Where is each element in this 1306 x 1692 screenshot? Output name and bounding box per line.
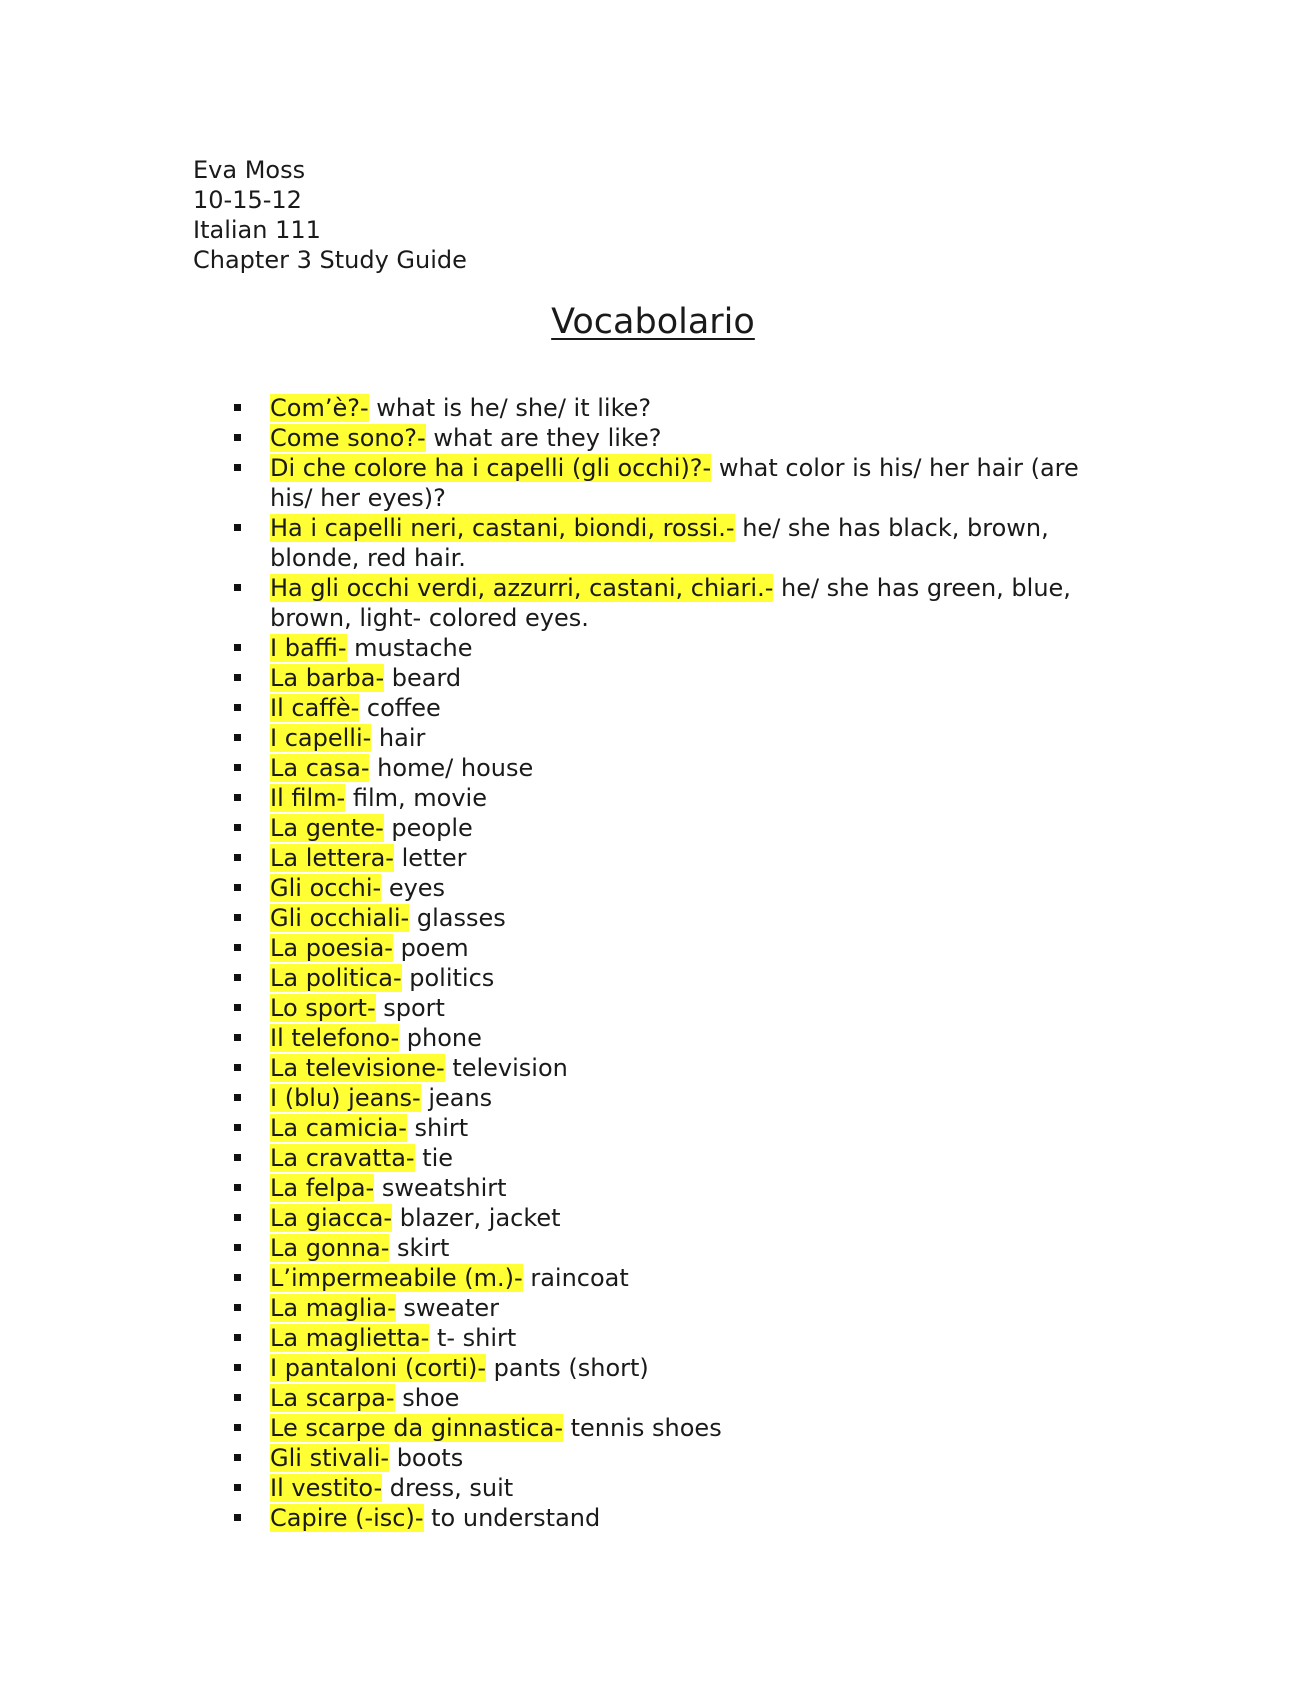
vocab-item: [228, 693, 1118, 723]
vocab-definition: what are they like?: [425, 424, 662, 452]
vocab-definition: tie: [414, 1144, 454, 1172]
square-bullet-icon: [234, 644, 241, 651]
square-bullet-icon: [234, 1064, 241, 1071]
vocab-definition: pants (short): [486, 1354, 649, 1382]
vocab-definition: to understand: [423, 1504, 601, 1532]
square-bullet-icon: [234, 1304, 241, 1311]
vocab-term: I capelli-: [270, 724, 372, 752]
vocab-item: [228, 453, 1118, 513]
vocab-item: [228, 963, 1118, 993]
square-bullet-icon: [234, 824, 241, 831]
vocab-item: [228, 1293, 1118, 1323]
vocab-term: La maglietta-: [270, 1324, 430, 1352]
vocab-item: [228, 1443, 1118, 1473]
vocab-item: [228, 843, 1118, 873]
assignment-title: Chapter 3 Study Guide: [193, 246, 467, 274]
square-bullet-icon: [234, 584, 241, 591]
square-bullet-icon: [234, 1244, 241, 1251]
vocab-term: Come sono?-: [270, 424, 426, 452]
square-bullet-icon: [234, 974, 241, 981]
vocab-item: [228, 723, 1118, 753]
vocab-definition: beard: [384, 664, 462, 692]
page-title: Vocabolario: [551, 302, 755, 342]
vocab-item: [228, 423, 1118, 453]
vocab-term: I pantaloni (corti)-: [270, 1354, 487, 1382]
square-bullet-icon: [234, 1154, 241, 1161]
vocab-item: [228, 663, 1118, 693]
vocab-definition: boots: [389, 1444, 464, 1472]
vocab-item: [228, 1053, 1118, 1083]
vocab-definition: film, movie: [345, 784, 487, 812]
square-bullet-icon: [234, 674, 241, 681]
vocab-term: Com’è?-: [270, 394, 369, 422]
course-name: Italian 111: [193, 216, 321, 244]
document-date: 10-15-12: [193, 186, 302, 214]
vocab-definition: hair: [371, 724, 426, 752]
vocab-definition: eyes: [381, 874, 446, 902]
vocab-definition: shoe: [394, 1384, 460, 1412]
vocab-item: [228, 1383, 1118, 1413]
square-bullet-icon: [234, 1484, 241, 1491]
vocabulary-list: [228, 393, 1118, 1533]
vocab-item: [228, 903, 1118, 933]
vocab-definition: jeans: [420, 1084, 493, 1112]
vocab-term: I baffi-: [270, 634, 347, 662]
vocab-term: Ha i capelli neri, castani, biondi, rossi.-: [270, 514, 735, 542]
vocab-item: [228, 1413, 1118, 1443]
vocab-definition: blazer, jacket: [392, 1204, 561, 1232]
vocab-term: La lettera-: [270, 844, 394, 872]
vocab-term: La felpa-: [270, 1174, 375, 1202]
square-bullet-icon: [234, 464, 241, 471]
student-name: Eva Moss: [193, 156, 306, 184]
square-bullet-icon: [234, 524, 241, 531]
square-bullet-icon: [234, 1034, 241, 1041]
vocab-term: La televisione-: [270, 1054, 445, 1082]
vocab-item: [228, 633, 1118, 663]
vocab-term: Il vestito-: [270, 1474, 383, 1502]
vocab-item: [228, 1143, 1118, 1173]
square-bullet-icon: [234, 1094, 241, 1101]
vocab-definition: skirt: [389, 1234, 450, 1262]
vocab-term: La poesia-: [270, 934, 393, 962]
vocab-definition: people: [383, 814, 473, 842]
vocab-item: [228, 813, 1118, 843]
square-bullet-icon: [234, 1394, 241, 1401]
square-bullet-icon: [234, 1004, 241, 1011]
vocab-term: I (blu) jeans-: [270, 1084, 421, 1112]
vocab-term: La giacca-: [270, 1204, 393, 1232]
square-bullet-icon: [234, 1214, 241, 1221]
vocab-term: La barba-: [270, 664, 385, 692]
vocab-definition: sport: [375, 994, 445, 1022]
vocab-term: Gli stivali-: [270, 1444, 390, 1472]
square-bullet-icon: [234, 434, 241, 441]
square-bullet-icon: [234, 1124, 241, 1131]
document-header: [193, 155, 467, 275]
vocab-definition: tennis shoes: [563, 1414, 722, 1442]
vocab-item: [228, 1233, 1118, 1263]
vocab-item: [228, 783, 1118, 813]
vocab-definition: what color is his/ her hair (are his/ her eyes)?: [270, 454, 1079, 512]
vocab-item: [228, 1323, 1118, 1353]
vocab-definition: shirt: [406, 1114, 469, 1142]
vocab-item: [228, 1113, 1118, 1143]
vocab-term: L’impermeabile (m.)-: [270, 1264, 523, 1292]
square-bullet-icon: [234, 1424, 241, 1431]
vocab-term: Ha gli occhi verdi, azzurri, castani, chiari.-: [270, 574, 774, 602]
square-bullet-icon: [234, 1184, 241, 1191]
square-bullet-icon: [234, 1364, 241, 1371]
vocab-term: La cravatta-: [270, 1144, 415, 1172]
vocab-definition: coffee: [359, 694, 441, 722]
vocab-definition: what is he/ she/ it like?: [368, 394, 652, 422]
square-bullet-icon: [234, 884, 241, 891]
square-bullet-icon: [234, 1274, 241, 1281]
square-bullet-icon: [234, 944, 241, 951]
vocab-term: Il caffè-: [270, 694, 360, 722]
vocab-definition: home/ house: [369, 754, 534, 782]
vocab-item: [228, 1173, 1118, 1203]
vocab-definition: dress, suit: [382, 1474, 514, 1502]
vocab-definition: raincoat: [522, 1264, 629, 1292]
vocab-item: [228, 1353, 1118, 1383]
square-bullet-icon: [234, 794, 241, 801]
vocab-definition: t- shirt: [429, 1324, 517, 1352]
square-bullet-icon: [234, 734, 241, 741]
square-bullet-icon: [234, 914, 241, 921]
vocab-item: [228, 753, 1118, 783]
vocab-term: Il film-: [270, 784, 346, 812]
vocab-definition: phone: [399, 1024, 482, 1052]
vocab-term: Le scarpe da ginnastica-: [270, 1414, 563, 1442]
square-bullet-icon: [234, 1334, 241, 1341]
square-bullet-icon: [234, 404, 241, 411]
vocab-term: Lo sport-: [270, 994, 376, 1022]
vocab-term: La casa-: [270, 754, 370, 782]
vocab-definition: sweater: [395, 1294, 500, 1322]
vocab-definition: television: [444, 1054, 568, 1082]
vocab-definition: politics: [401, 964, 495, 992]
vocab-item: [228, 1083, 1118, 1113]
vocab-term: Capire (-isc)-: [270, 1504, 424, 1532]
vocab-item: [228, 873, 1118, 903]
vocab-term: Gli occhiali-: [270, 904, 410, 932]
vocab-term: Il telefono-: [270, 1024, 400, 1052]
vocab-term: La politica-: [270, 964, 402, 992]
square-bullet-icon: [234, 704, 241, 711]
square-bullet-icon: [234, 1514, 241, 1521]
vocab-term: Gli occhi-: [270, 874, 382, 902]
vocab-definition: mustache: [346, 634, 473, 662]
square-bullet-icon: [234, 854, 241, 861]
vocab-term: La gente-: [270, 814, 384, 842]
vocab-item: [228, 1203, 1118, 1233]
vocab-definition: he/ she has black, brown, blonde, red hair.: [270, 514, 1049, 572]
vocab-item: [228, 1023, 1118, 1053]
vocab-item: [228, 1263, 1118, 1293]
vocab-definition: poem: [392, 934, 469, 962]
vocab-item: [228, 1503, 1118, 1533]
vocab-item: [228, 1473, 1118, 1503]
vocab-item: [228, 993, 1118, 1023]
vocab-term: La gonna-: [270, 1234, 390, 1262]
vocab-definition: glasses: [409, 904, 506, 932]
vocab-term: Di che colore ha i capelli (gli occhi)?-: [270, 454, 712, 482]
square-bullet-icon: [234, 764, 241, 771]
vocab-item: [228, 573, 1118, 633]
vocab-item: [228, 933, 1118, 963]
vocab-term: La camicia-: [270, 1114, 407, 1142]
vocab-term: La scarpa-: [270, 1384, 395, 1412]
vocab-item: [228, 393, 1118, 423]
square-bullet-icon: [234, 1454, 241, 1461]
vocab-definition: letter: [393, 844, 467, 872]
vocab-definition: he/ she has green, blue, brown, light- colored eyes.: [270, 574, 1071, 632]
vocab-definition: sweatshirt: [374, 1174, 507, 1202]
vocab-term: La maglia-: [270, 1294, 396, 1322]
vocab-item: [228, 513, 1118, 573]
